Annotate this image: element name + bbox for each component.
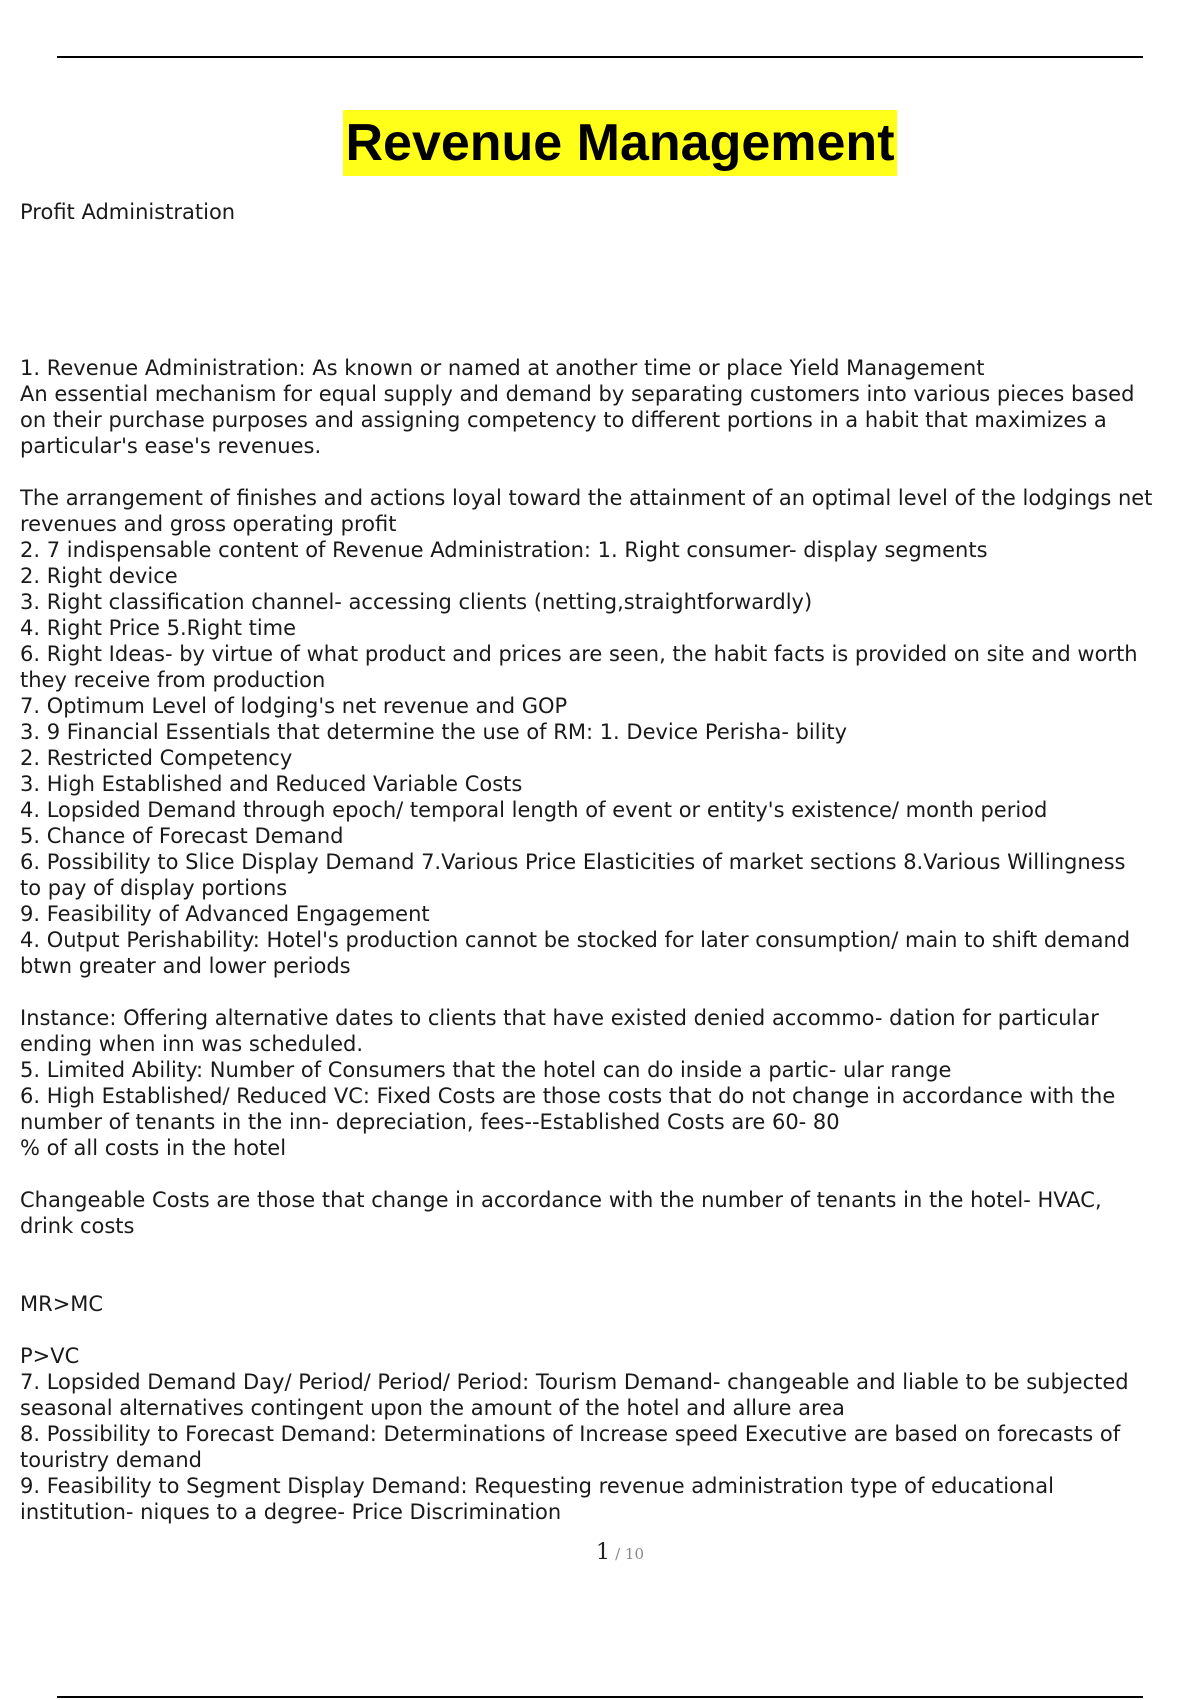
body-line: 5. Chance of Forecast Demand	[20, 824, 344, 848]
body-line: 6. Possibility to Slice Display Demand 7.Various Price Elasticities of market sections 8.Various Willingness	[20, 850, 1126, 874]
body-line: 7. Lopsided Demand Day/ Period/ Period/ Period: Tourism Demand- changeable and liable to be subjected	[20, 1370, 1129, 1394]
body-line: 5. Limited Ability: Number of Consumers that the hotel can do inside a partic- ular range	[20, 1058, 952, 1082]
blank-line	[20, 459, 1200, 485]
body-line: 2. Restricted Competency	[20, 746, 293, 770]
body-line: btwn greater and lower periods	[20, 954, 351, 978]
body-line: 4. Right Price 5.Right time	[20, 616, 297, 640]
body-line: 6. High Established/ Reduced VC: Fixed Costs are those costs that do not change in accordance with the	[20, 1084, 1116, 1108]
body-line: 2. 7 indispensable content of Revenue Administration: 1. Right consumer- display segments	[20, 538, 988, 562]
blank-line	[20, 1265, 1200, 1291]
body-line: institution- niques to a degree- Price Discrimination	[20, 1500, 562, 1524]
body-line: 2. Right device	[20, 564, 178, 588]
current-page-number: 1	[595, 1540, 610, 1565]
body-line: touristry demand	[20, 1448, 202, 1472]
body-line: on their purchase purposes and assigning competency to different portions in a habit that maximizes a	[20, 408, 1107, 432]
body-line: to pay of display portions	[20, 876, 288, 900]
body-line: 9. Feasibility of Advanced Engagement	[20, 902, 430, 926]
top-rule	[57, 56, 1143, 58]
body-line: 3. 9 Financial Essentials that determine the use of RM: 1. Device Perisha- bility	[20, 720, 848, 744]
document-body	[20, 355, 1200, 1525]
document-subtitle: Profit Administration	[20, 200, 236, 224]
body-line: they receive from production	[20, 668, 326, 692]
body-line: number of tenants in the inn- depreciation, fees--Established Costs are 60- 80	[20, 1110, 840, 1134]
blank-line	[20, 1317, 1200, 1343]
document-title: Revenue Management	[343, 110, 896, 176]
bottom-rule	[57, 1696, 1143, 1698]
body-line: revenues and gross operating profit	[20, 512, 397, 536]
body-line: 1. Revenue Administration: As known or named at another time or place Yield Management	[20, 356, 985, 380]
total-pages-label: / 10	[615, 1545, 644, 1563]
body-line: MR>MC	[20, 1292, 104, 1316]
title-container	[0, 110, 1200, 176]
blank-line	[20, 1161, 1200, 1187]
blank-line	[20, 979, 1200, 1005]
body-line: 3. Right classification channel- accessing clients (netting,straightforwardly)	[20, 590, 813, 614]
body-line: 8. Possibility to Forecast Demand: Determinations of Increase speed Executive are based on forecasts of	[20, 1422, 1121, 1446]
body-line: P>VC	[20, 1344, 80, 1368]
body-line: An essential mechanism for equal supply and demand by separating customers into various pieces based	[20, 382, 1135, 406]
body-line: 3. High Established and Reduced Variable Costs	[20, 772, 523, 796]
body-line: The arrangement of finishes and actions loyal toward the attainment of an optimal level of the lodgings net	[20, 486, 1153, 510]
body-line: 9. Feasibility to Segment Display Demand: Requesting revenue administration type of educational	[20, 1474, 1054, 1498]
body-line: ending when inn was scheduled.	[20, 1032, 364, 1056]
body-line: Changeable Costs are those that change in accordance with the number of tenants in the hotel- HVAC,	[20, 1188, 1102, 1212]
body-line: % of all costs in the hotel	[20, 1136, 287, 1160]
page-indicator	[0, 1540, 1200, 1565]
body-line: seasonal alternatives contingent upon the amount of the hotel and allure area	[20, 1396, 845, 1420]
body-line: 4. Output Perishability: Hotel's production cannot be stocked for later consumption/ main to shift demand	[20, 928, 1131, 952]
body-line: Instance: Offering alternative dates to clients that have existed denied accommo- dation for particular	[20, 1006, 1099, 1030]
body-line: 4. Lopsided Demand through epoch/ temporal length of event or entity's existence/ month period	[20, 798, 1048, 822]
body-line: 6. Right Ideas- by virtue of what product and prices are seen, the habit facts is provided on site and worth	[20, 642, 1138, 666]
body-line: 7. Optimum Level of lodging's net revenue and GOP	[20, 694, 568, 718]
body-line: drink costs	[20, 1214, 135, 1238]
blank-line	[20, 1239, 1200, 1265]
body-line: particular's ease's revenues.	[20, 434, 322, 458]
